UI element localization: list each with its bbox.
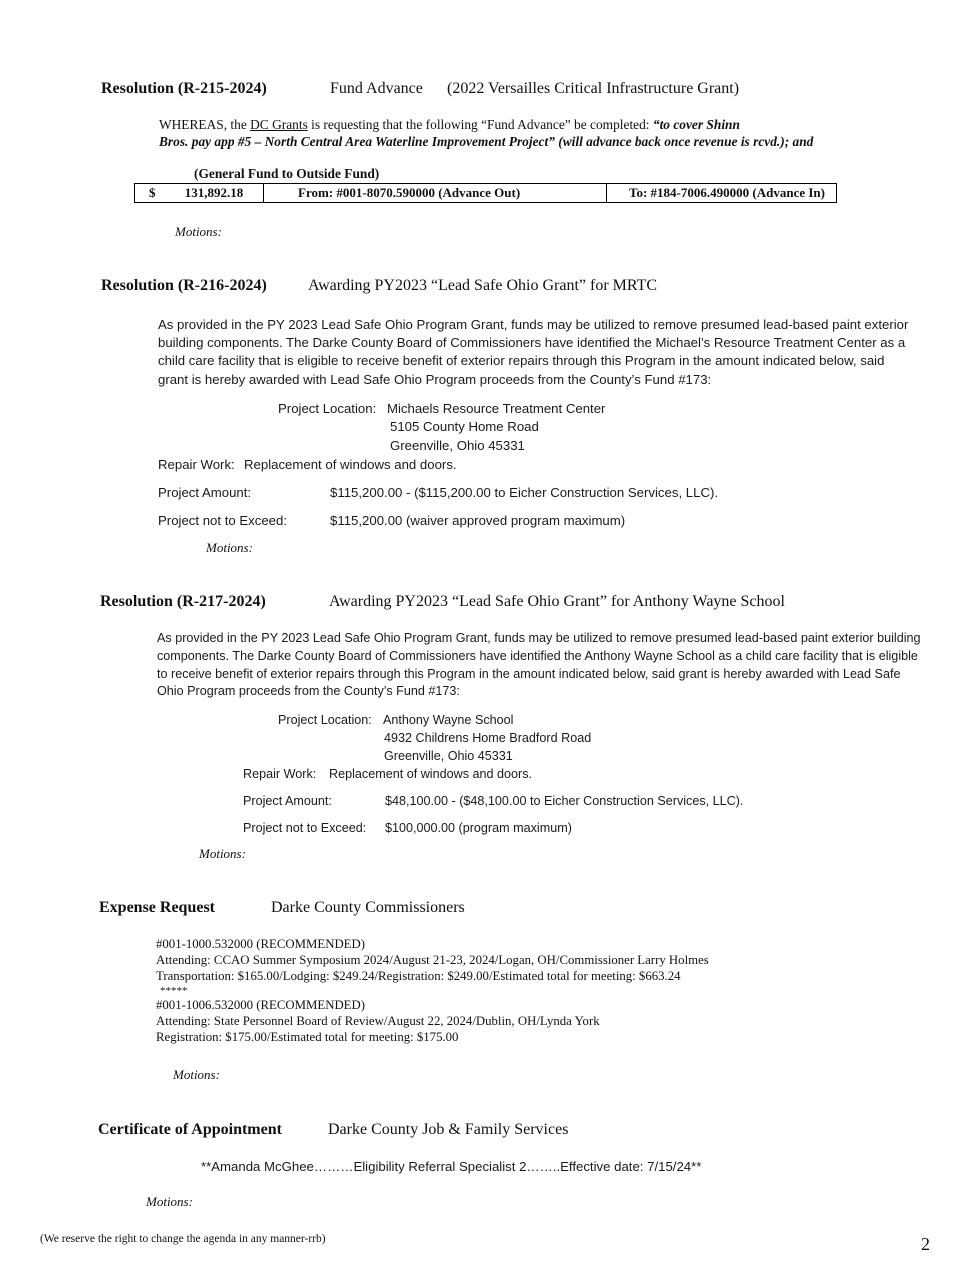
paragraph-line: Ohio Program proceeds from the County’s Fund #173: [157, 684, 460, 699]
expense-separator: ***** [160, 985, 188, 998]
expense-details [156, 937, 709, 1046]
certificate-motions: Motions: [146, 1194, 193, 1209]
r216-location-line-2: 5105 County Home Road [390, 419, 539, 434]
r217-location-line-3: Greenville, Ohio 45331 [384, 749, 513, 763]
r216-motions: Motions: [206, 540, 253, 555]
from-cell: From: #001-8070.590000 (Advance Out) [264, 184, 607, 203]
r217-motions: Motions: [199, 846, 246, 861]
certificate-title: Darke County Job & Family Services [328, 1121, 569, 1138]
r216-amount-value: $115,200.00 - ($115,200.00 to Eicher Construction Services, LLC). [330, 485, 719, 500]
paragraph-line: grant is hereby awarded with Lead Safe Ohio Program proceeds from the County’s Fund #173: [158, 371, 712, 387]
certificate-label: Certificate of Appointment [98, 1121, 282, 1138]
paragraph-line: child care facility that is eligible to receive benefit of exterior repairs through this Program in the amount indicated below, said [158, 353, 885, 369]
footer-note: (We reserve the right to change the agenda in any manner-rrb) [40, 1233, 326, 1245]
r217-exceed-value: $100,000.00 (program maximum) [385, 821, 572, 835]
r217-location-line-2: 4932 Childrens Home Bradford Road [384, 731, 592, 745]
r217-label: Resolution (R-217-2024) [100, 593, 266, 610]
r217-title: Awarding PY2023 “Lead Safe Ohio Grant” for Anthony Wayne School [329, 593, 785, 610]
r217-paragraph [157, 630, 921, 701]
whereas-text: WHEREAS, the [159, 117, 251, 132]
r215-title: Fund Advance [330, 80, 423, 97]
r215-advance-table [134, 183, 837, 203]
expense-motions: Motions: [173, 1067, 220, 1082]
paragraph-line: As provided in the PY 2023 Lead Safe Ohio Program Grant, funds may be utilized to remove presumed lead-based paint exterior building [157, 631, 921, 645]
paragraph-line: components. The Darke County Board of Commissioners have identified the Anthony Wayne School as a child care facility that is eligible [157, 648, 918, 663]
r216-location-line-3: Greenville, Ohio 45331 [390, 438, 525, 453]
r216-repair-value: Replacement of windows and doors. [244, 457, 457, 472]
expense-line: #001-1006.532000 (RECOMMENDED) [156, 998, 366, 1013]
r215-whereas-line2: Bros. pay app #5 – North Central Area Waterline Improvement Project” (will advance back once revenue is rcvd.); and [159, 134, 814, 149]
r215-subtitle: (2022 Versailles Critical Infrastructure Grant) [447, 80, 740, 97]
paragraph-line: As provided in the PY 2023 Lead Safe Ohio Program Grant, funds may be utilized to remove presumed lead-based paint exterior [158, 317, 909, 332]
whereas-italic: “to cover Shinn [652, 117, 740, 132]
r215-label: Resolution (R-215-2024) [101, 80, 267, 97]
r216-repair-label: Repair Work: [158, 457, 235, 472]
paragraph-line: building components. The Darke County Board of Commissioners have identified the Michael’s Resource Treatment Center as a [158, 335, 906, 351]
r217-location-line-1: Anthony Wayne School [383, 713, 514, 727]
expense-line: #001-1000.532000 (RECOMMENDED) [156, 937, 366, 951]
r216-exceed-label: Project not to Exceed: [158, 513, 288, 528]
r217-repair-label: Repair Work: [243, 767, 317, 781]
expense-line: Transportation: $165.00/Lodging: $249.24/Registration: $249.00/Estimated total for meeting: $663.24 [156, 968, 681, 983]
r216-paragraph [158, 316, 908, 389]
r216-amount-label: Project Amount: [158, 485, 252, 500]
r217-amount-label: Project Amount: [243, 794, 332, 808]
expense-label: Expense Request [99, 899, 216, 916]
r215-whereas-line1 [159, 117, 740, 133]
paragraph-line: to receive benefit of exterior repairs through this Program in the amount indicated below, said grant is hereby awarded with Lead Safe [157, 666, 901, 681]
r216-location-line-1: Michaels Resource Treatment Center [387, 401, 606, 416]
certificate-entry: **Amanda McGhee………Eligibility Referral Specialist 2……..Effective date: 7/15/24** [201, 1159, 702, 1174]
r217-location-label: Project Location: [278, 713, 372, 727]
r215-motions: Motions: [175, 224, 222, 239]
r216-location-label: Project Location: [278, 401, 377, 416]
to-cell: To: #184-7006.490000 (Advance In) [607, 184, 837, 203]
table-row [135, 184, 837, 203]
dollar-sign: $ [149, 185, 156, 200]
r216-exceed-value: $115,200.00 (waiver approved program maximum) [330, 513, 626, 528]
r215-fund-caption: (General Fund to Outside Fund) [194, 166, 380, 181]
r216-label: Resolution (R-216-2024) [101, 277, 267, 294]
amount-cell [135, 184, 264, 203]
r217-repair-value: Replacement of windows and doors. [329, 767, 533, 781]
expense-line: Attending: State Personnel Board of Review/August 22, 2024/Dublin, OH/Lynda York [156, 1014, 600, 1029]
r217-amount-value: $48,100.00 - ($48,100.00 to Eicher Construction Services, LLC). [385, 794, 744, 808]
dc-grants-link: DC Grants [250, 117, 308, 132]
r217-exceed-label: Project not to Exceed: [243, 821, 367, 835]
expense-line: Registration: $175.00/Estimated total for meeting: $175.00 [156, 1029, 459, 1044]
expense-title: Darke County Commissioners [271, 899, 465, 916]
page-number: 2 [921, 1234, 930, 1254]
amount-value: 131,892.18 [184, 185, 244, 200]
whereas-text-2: is requesting that the following “Fund Advance” be completed: [307, 117, 653, 132]
r216-title: Awarding PY2023 “Lead Safe Ohio Grant” for MRTC [308, 277, 658, 294]
expense-line: Attending: CCAO Summer Symposium 2024/August 21-23, 2024/Logan, OH/Commissioner Larry Holmes [156, 952, 709, 967]
